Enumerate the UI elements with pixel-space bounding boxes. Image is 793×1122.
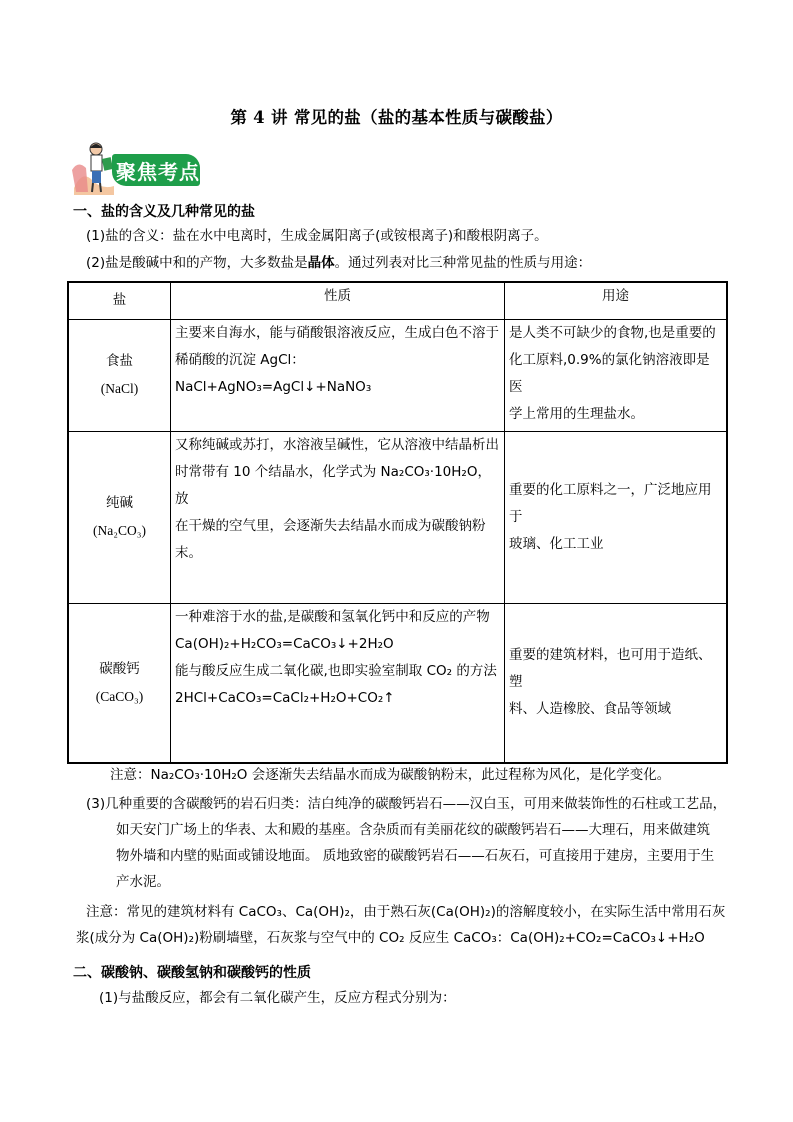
paragraph-salt-crystal: (2)盐是酸碱中和的产物，大多数盐是晶体。通过列表对比三种常见盐的性质与用途： bbox=[86, 255, 592, 271]
salt-comparison-table bbox=[67, 281, 728, 764]
focus-badge bbox=[70, 140, 205, 195]
uses-cell: 是人类不可缺少的食物,也是重要的 化工原料,0.9%的氯化钠溶液即是医 学上常用的生理盐水。 bbox=[505, 319, 728, 431]
table-row bbox=[68, 319, 727, 431]
badge-label: 聚焦考点 bbox=[116, 160, 200, 184]
paragraph-salt-definition: (1)盐的含义：盐在水中电离时，生成金属阳离子(或铵根离子)和酸根阴离子。 bbox=[86, 228, 548, 244]
properties-cell: 一种难溶于水的盐,是碳酸和氢氧化钙中和反应的产物 Ca(OH)₂+H₂CO₃=CaCO₃↓+2H₂O 能与酸反应生成二氧化碳,也即实验室制取 CO₂ 的方法 2HCl+CaCO₃=CaCl₂+H₂O+CO₂↑ bbox=[171, 603, 505, 763]
salt-name-cell: 纯碱 (Na₂CO₃) bbox=[68, 431, 171, 603]
header-properties: 性质 bbox=[171, 282, 505, 319]
table-row bbox=[68, 431, 727, 603]
note-efflorescence: 注意：Na₂CO₃·10H₂O 会逐渐失去结晶水而成为碳酸钠粉末，此过程称为风化，是化学变化。 bbox=[110, 767, 671, 783]
uses-cell: 重要的建筑材料，也可用于造纸、塑 料、人造橡胶、食品等领域 bbox=[505, 603, 728, 763]
bold-crystal: 晶体 bbox=[307, 255, 335, 271]
paragraph-calcium-rocks: (3)几种重要的含碳酸钙的岩石归类：洁白纯净的碳酸钙岩石——汉白玉，可用来做装饰性的石柱或工艺品， 如天安门广场上的华表、太和殿的基座。含杂质而有美丽花纹的碳酸钙岩石——大理石，用来做建筑 物外墙和内壁的贴面或铺设地面。 质地致密的碳酸钙岩石——石灰石，可直接用于建房，主要用于生 产水泥。 bbox=[86, 796, 727, 890]
salt-name-cell: 碳酸钙 (CaCO₃) bbox=[68, 603, 171, 763]
header-salt: 盐 bbox=[68, 282, 171, 319]
salt-name-cell: 食盐 (NaCl) bbox=[68, 319, 171, 431]
header-uses: 用途 bbox=[505, 282, 728, 319]
student-figure-icon bbox=[72, 140, 116, 195]
note-building-materials: 注意：常见的建筑材料有 CaCO₃、Ca(OH)₂，由于熟石灰(Ca(OH)₂)的溶解度较小，在实际生活中常用石灰 浆(成分为 Ca(OH)₂)粉刷墙壁，石灰浆与空气中的 CO₂ 反应生 CaCO₃：Ca(OH)₂+CO₂=CaCO₃↓+H₂O bbox=[76, 904, 726, 946]
properties-cell: 主要来自海水，能与硝酸银溶液反应，生成白色不溶于 稀硝酸的沉淀 AgCl：NaCl+AgNO₃=AgCl↓+NaNO₃ bbox=[171, 319, 505, 431]
section-heading-2: 二、碳酸钠、碳酸氢钠和碳酸钙的性质 bbox=[73, 965, 311, 981]
table-header-row bbox=[68, 282, 727, 319]
section-heading-1: 一、盐的含义及几种常见的盐 bbox=[73, 204, 255, 220]
uses-cell: 重要的化工原料之一，广泛地应用于 玻璃、化工工业 bbox=[505, 431, 728, 603]
table-row bbox=[68, 603, 727, 763]
properties-cell: 又称纯碱或苏打，水溶液呈碱性，它从溶液中结晶析出 时常带有 10 个结晶水，化学式为 Na₂CO₃·10H₂O，放 在干燥的空气里，会逐渐失去结晶水而成为碳酸钠粉 末。 bbox=[171, 431, 505, 603]
paragraph-acid-reaction: (1)与盐酸反应，都会有二氧化碳产生，反应方程式分别为： bbox=[99, 990, 456, 1006]
page-title: 第 4 讲 常见的盐（盐的基本性质与碳酸盐） bbox=[230, 108, 563, 127]
